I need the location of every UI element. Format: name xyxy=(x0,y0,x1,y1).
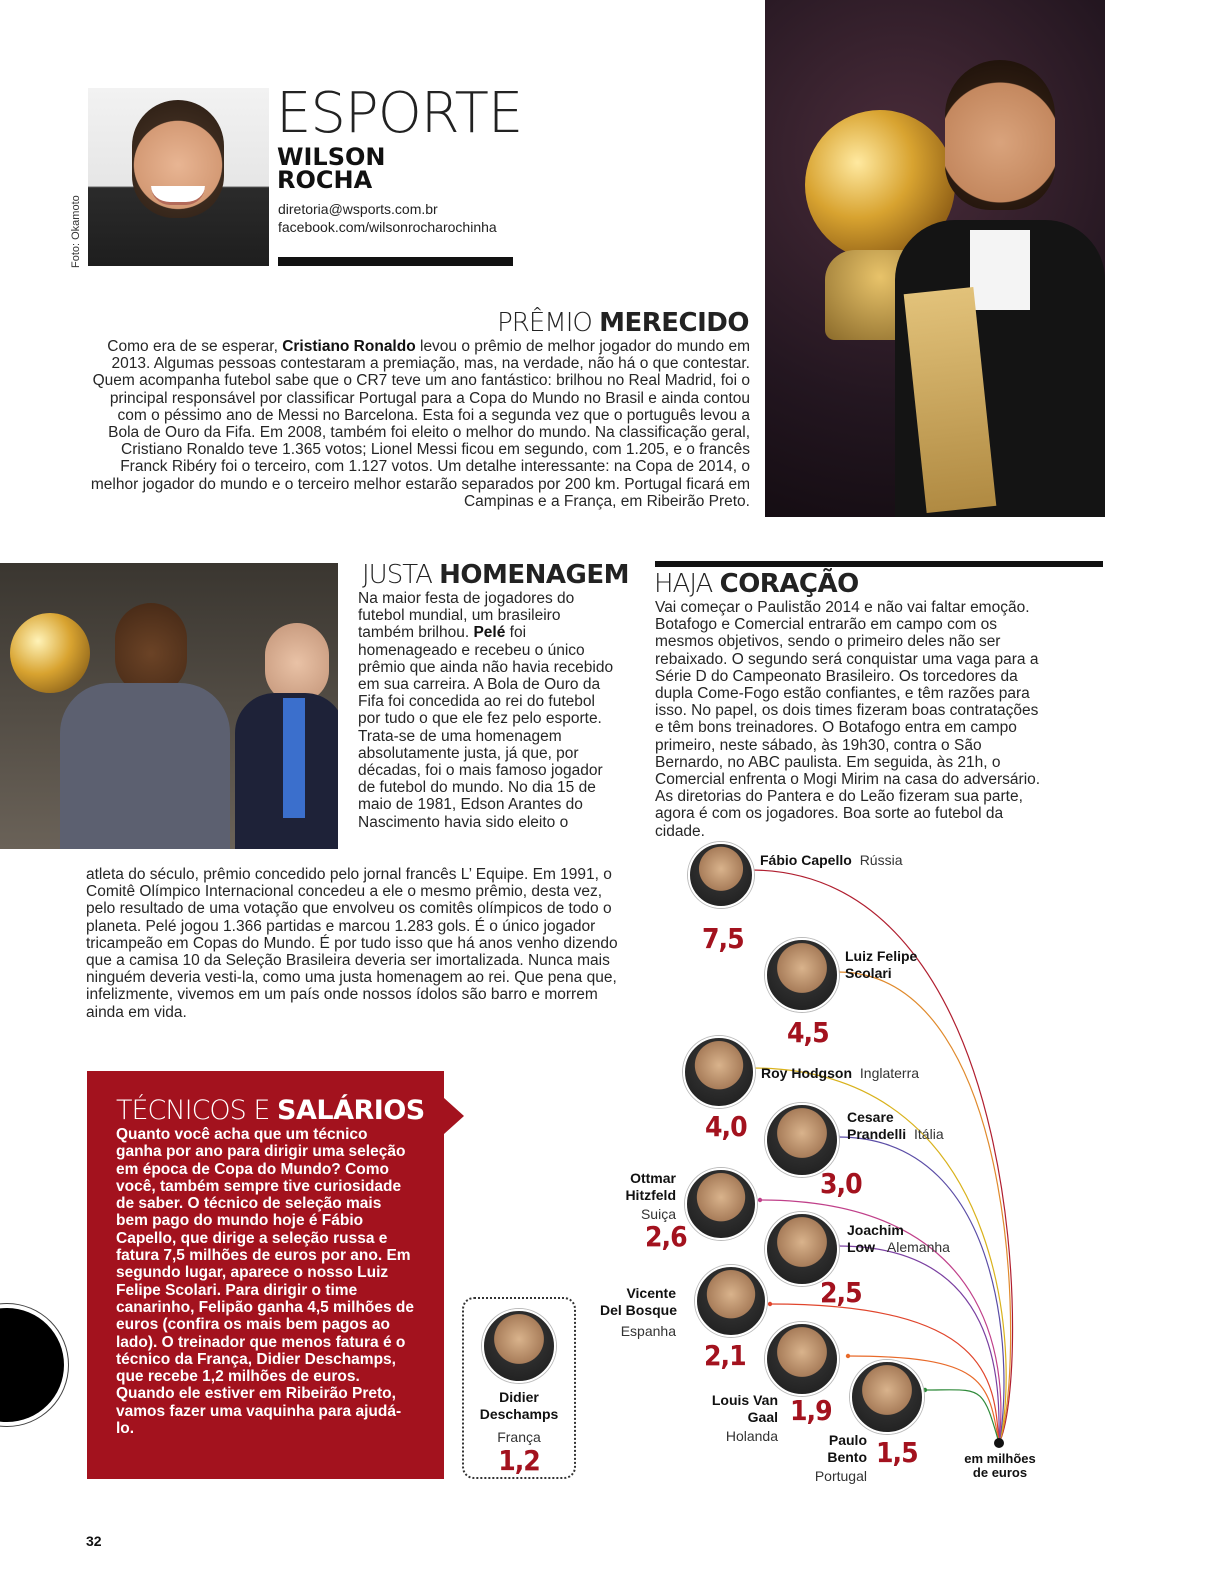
unit-label-2: de euros xyxy=(972,1465,1028,1480)
unit-label-1: em milhões xyxy=(964,1451,1036,1466)
haja-kicker-light: HAJA xyxy=(654,569,713,599)
vangaal-country: Holanda xyxy=(725,1428,778,1444)
justa-text-1: Na maior festa de jogadores do futebol mundial, um brasileiro também brilhou. xyxy=(358,590,575,642)
bento-country: Portugal xyxy=(814,1468,867,1484)
scolari-name-1: Luiz Felipe xyxy=(845,948,918,964)
justa-kicker-bold: HOMENAGEM xyxy=(439,560,629,590)
low-name xyxy=(847,1222,950,1256)
tecnicos-kicker-bold: SALÁRIOS xyxy=(277,1095,425,1126)
vangaal-salary: 1,9 xyxy=(790,1394,832,1427)
scolari-avatar xyxy=(765,938,839,1012)
justa-body-bottom: atleta do século, prêmio concedido pelo jornal francês L’ Equipe. Em 1991, o Comitê Olímpico Internacional concedeu a ele o mesmo prêmio, desta vez, pelo resultado de uma votação que envolveu os comitês olímpicos de todo o planeta. Pelé jogou 1.366 partidas e marcou 1.283 gols. É o único jogador tricampeão em Copas do Mundo. É por tudo isso que há anos venho dizendo que a camisa 10 da Seleção Brasileira deveria ser imortalizada. Nunca mais ninguém deveria vesti-la, como uma justa homenagem ao rei. Que pena que, infelizmente, vivemos em um país onde nossos ídolos são barro e morrem ainda em vida. xyxy=(86,866,618,1021)
bento-name-1: Paulo xyxy=(828,1432,867,1448)
low-country: Alemanha xyxy=(886,1239,950,1255)
salary-curve-dot xyxy=(768,1302,772,1306)
premio-kicker-bold: MERECIDO xyxy=(599,308,749,338)
deschamps-name-2: Deschamps xyxy=(479,1406,559,1422)
delbosque-name xyxy=(600,1285,676,1319)
haja-kicker-bold: CORAÇÃO xyxy=(719,569,859,599)
hitzfeld-name xyxy=(600,1170,676,1204)
hodgson-salary: 4,0 xyxy=(705,1110,747,1143)
capello-avatar xyxy=(688,842,754,908)
justa-text-2: foi homenageado e recebeu o único prêmio que ainda não havia recebido em sua carreira. A Bola de Ouro da Fifa foi concedida ao rei do futebol por tudo o que ele fez pelo esporte. Trata-se de uma homenagem absolutamente justa, já que, por décadas, foi o mais famoso jogador de futebol do mundo. No dia 15 de maio de 1981, Edson Arantes do Nascimento havia sido eleito o xyxy=(358,624,614,831)
prandelli-name-2: Prandelli xyxy=(847,1126,907,1142)
tecnicos-kicker-light: TÉCNICOS E xyxy=(116,1095,270,1126)
low-salary: 2,5 xyxy=(820,1276,862,1309)
hodgson-country: Inglaterra xyxy=(859,1065,920,1081)
author-last-name: ROCHA xyxy=(277,166,373,194)
bento-name xyxy=(800,1432,867,1466)
deschamps-country: França xyxy=(497,1429,541,1445)
hodgson-avatar xyxy=(683,1036,755,1108)
hitzfeld-name-1: Ottmar xyxy=(630,1170,676,1186)
bento-name-2: Bento xyxy=(827,1449,867,1465)
low-avatar xyxy=(765,1212,839,1286)
premio-text-bold: Cristiano Ronaldo xyxy=(282,338,416,355)
premio-text-1: Como era de se esperar, xyxy=(107,338,283,355)
prandelli-name-1: Cesare xyxy=(847,1109,894,1125)
vangaal-avatar xyxy=(765,1322,839,1396)
section-title: ESPORTE xyxy=(276,81,523,146)
hodgson-name-1: Roy Hodgson xyxy=(761,1065,852,1081)
hitzfeld-country: Suiça xyxy=(640,1206,676,1222)
prandelli-country: Itália xyxy=(914,1126,944,1142)
vangaal-name-1: Louis Van xyxy=(711,1392,778,1408)
delbosque-name-2: Del Bosque xyxy=(600,1302,678,1318)
hitzfeld-salary: 2,6 xyxy=(645,1220,687,1253)
delbosque-salary: 2,1 xyxy=(704,1339,746,1372)
prandelli-name xyxy=(847,1109,944,1143)
photo-credit: Foto: Okamoto xyxy=(70,195,82,268)
author-facebook[interactable]: facebook.com/wilsonrocharochinha xyxy=(278,219,497,235)
unit-dot xyxy=(994,1438,1004,1448)
author-first-name: WILSON xyxy=(277,143,386,171)
capello-name-1: Fábio Capello xyxy=(760,852,852,868)
bento-salary: 1,5 xyxy=(876,1436,918,1469)
page-number: 32 xyxy=(86,1533,102,1549)
hitzfeld-avatar xyxy=(685,1168,757,1240)
premio-text-2: levou o prêmio de melhor jogador do mundo em 2013. Algumas pessoas contestaram a premiação, mas, na verdade, não há o que contestar. Quem acompanha futebol sabe que o CR7 teve um ano fantástico: brilhou no Real Madrid, foi o principal responsável por classificar Portugal para a Copa do Mundo no Brasil e ainda contou com o péssimo ano de Messi no Barcelona. Esta foi a segunda vez que o português levou a Bola de Ouro da Fifa. Em 2008, também foi eleito o melhor do mundo. Na classificação geral, Cristiano Ronaldo teve 1.365 votos; Lionel Messi ficou em segundo, com 1.205, e o francês Franck Ribéry foi o terceiro, com 1.127 votos. Um detalhe interessante: na Copa de 2014, o melhor jogador do mundo e o terceiro melhor estarão separados por 200 km. Portugal ficará em Campinas e a França, em Ribeirão Preto. xyxy=(90,338,750,510)
bento-avatar xyxy=(850,1360,924,1434)
prandelli-avatar xyxy=(765,1103,839,1177)
tecnicos-body: Quanto você acha que um técnico ganha por ano para dirigir uma seleção em época de Copa do Mundo? Como você, também sempre tive curiosidade de saber. O técnico de seleção mais bem pago do mundo hoje é Fábio Capello, que dirige a seleção russa e fatura 7,5 milhões de euros por ano. Em segundo lugar, aparece o nosso Luiz Felipe Scolari. Para dirigir o time canarinho, Felipão ganha 4,5 milhões de euros (confira os mais bem pagos ao lado). O treinador que menos fatura é o técnico da França, Didier Deschamps, que recebe 1,2 milhões de euros. Quando ele estiver em Ribeirão Preto, vamos fazer uma vaquinha para ajudá-lo. xyxy=(116,1126,415,1438)
hodgson-name xyxy=(761,1065,919,1082)
scolari-salary: 4,5 xyxy=(787,1016,829,1049)
vangaal-name xyxy=(690,1392,778,1426)
salary-curve-dot xyxy=(758,1198,762,1202)
delbosque-avatar xyxy=(695,1265,767,1337)
delbosque-name-1: Vicente xyxy=(626,1285,676,1301)
deschamps-name-1: Didier xyxy=(499,1389,539,1405)
prandelli-salary: 3,0 xyxy=(820,1167,862,1200)
premio-kicker-light: PRÊMIO xyxy=(497,308,592,338)
capello-country: Rússia xyxy=(859,852,903,868)
deschamps-salary: 1,2 xyxy=(498,1444,540,1477)
hitzfeld-name-2: Hitzfeld xyxy=(625,1187,676,1203)
capello-salary: 7,5 xyxy=(702,922,744,955)
unit-label xyxy=(940,1452,1060,1480)
scolari-name-2: Scolari xyxy=(845,965,892,981)
capello-name xyxy=(760,852,902,869)
salary-curve-dot xyxy=(846,1354,850,1358)
scolari-name xyxy=(845,948,917,982)
haja-body: Vai começar o Paulistão 2014 e não vai faltar emoção. Botafogo e Comercial entrarão em campo com os mesmos objetivos, sendo o primeiro deles não ser rebaixado. O segundo será conquistar uma vaga para a Série D do Campeonato Brasileiro. Os torcedores da dupla Come-Fogo estão confiantes, e têm razões para isso. No papel, os dois times fizeram boas contratações e têm bons treinadores. O Botafogo entra em campo primeiro, neste sábado, às 19h30, contra o São Bernardo, no ABC paulista. Em seguida, às 21h, o Comercial enfrenta o Mogi Mirim na casa do adversário. As diretorias do Pantera e do Leão fizeram sua parte, agora é com os jogadores. Boa sorte ao futebol da cidade. xyxy=(655,599,1041,840)
vangaal-name-2: Gaal xyxy=(747,1409,778,1425)
justa-text-bold: Pelé xyxy=(473,624,506,642)
justa-kicker-light: JUSTA xyxy=(362,560,432,590)
delbosque-country: Espanha xyxy=(620,1323,676,1339)
low-name-1: Joachim xyxy=(847,1222,904,1238)
author-email[interactable]: diretoria@wsports.com.br xyxy=(278,201,438,217)
low-name-2: Low xyxy=(847,1239,875,1255)
